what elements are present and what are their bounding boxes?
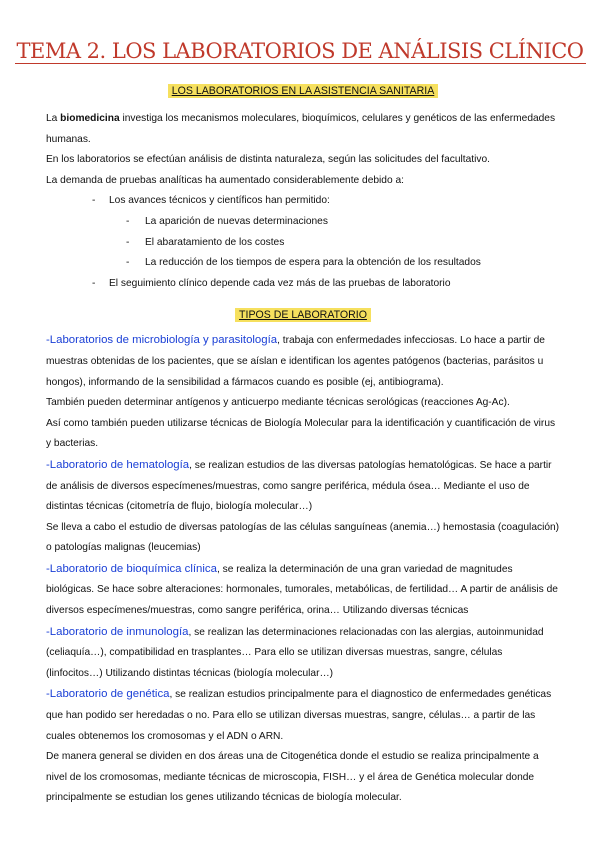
page-title <box>0 36 600 66</box>
list-item: - La reducción de los tiempos de espera para la obtención de los resultados <box>126 253 560 274</box>
lab-paragraph <box>46 330 560 393</box>
list-item: - El abaratamiento de los costes <box>126 233 560 254</box>
lab-paragraph <box>46 684 560 747</box>
lab-description: , se realiza la determinación de una gran variedad de magnitudes biológicas. Se hace sobre alteraciones: hormonales, tumorales, metabólicas, de fertilidad… A partir de análisis de diversos especímenes/muestras, como sangre periférica, orina… Utilizando diversas técnicas <box>46 563 558 617</box>
bullet-list <box>46 191 560 294</box>
list-item: - La aparición de nuevas determinaciones <box>126 212 560 233</box>
lab-name: -Laboratorios de microbiología y parasitología <box>46 334 278 347</box>
section-heading-tipos-text: TIPOS DE LABORATORIO <box>235 308 371 322</box>
bullet-avances: Los avances técnicos y científicos han permitido: <box>109 195 330 207</box>
lab-inmunologia <box>46 622 560 685</box>
lab-extra-paragraph: También pueden determinar antígenos y anticuerpo mediante técnicas serológicas (reacciones Ag-Ac). <box>46 397 510 409</box>
section-heading-tipos <box>46 304 560 327</box>
lab-paragraph <box>46 559 560 622</box>
lab-description: , trabaja con enfermedades infecciosas. Lo hace a partir de muestras obtenidas de los pacientes, que se aíslan e identifican los agentes patógenos (bacterias, parásitos u hongos), informando de la sensibilidad a fármacos cuando es posible (ej, antibiograma). <box>46 335 545 388</box>
lab-name: -Laboratorio de inmunología <box>46 625 189 638</box>
lab-hematologia <box>46 455 560 559</box>
lab-paragraph <box>46 622 560 685</box>
sub-bullet-list <box>109 212 560 274</box>
section-heading-asistencia-text: LOS LABORATORIOS EN LA ASISTENCIA SANITARIA <box>168 84 439 98</box>
paragraph-demanda: La demanda de pruebas analíticas ha aumentado considerablemente debido a: <box>46 174 404 186</box>
lab-name: -Laboratorio de hematología <box>46 458 190 471</box>
lab-description: , se realizan las determinaciones relacionadas con las alergias, autoinmunidad (celiaquía…), compatibilidad en trasplantes… Para ello se utilizan diversas muestras, sangre, células (linfocitos…) Utilizando distintas técnicas (biología molecular…) <box>46 626 544 679</box>
lab-paragraph <box>46 455 560 518</box>
section-heading-asistencia <box>46 80 560 103</box>
term-biomedicina: biomedicina <box>60 113 120 124</box>
paragraph-laboratorios: En los laboratorios se efectúan análisis de distinta naturaleza, según las solicitudes del facultativo. <box>46 154 490 166</box>
document-body <box>46 80 560 809</box>
lab-extra-paragraph: Así como también pueden utilizarse técnicas de Biología Molecular para la identificación y cuantificación de virus y bacterias. <box>46 417 556 450</box>
lab-name: -Laboratorio de genética <box>46 688 170 701</box>
lab-description: , se realizan estudios principalmente para el diagnostico de enfermedades genéticas que han podido ser heredadas o no. Para ello se utilizan diversas muestras, sangre, células… a partir de las cuales obtenemos los cromosomas y el ADN o ARN. <box>46 689 552 742</box>
lab-bioquimica <box>46 559 560 622</box>
lab-extra-paragraph: Se lleva a cabo el estudio de diversas patologías de las células sanguíneas (anemia…) hemostasia (coagulación) o patologías malignas (leucemias) <box>46 521 560 554</box>
lab-genetica <box>46 684 560 809</box>
lab-list <box>46 330 560 809</box>
list-item <box>92 191 560 273</box>
list-item: - El seguimiento clínico depende cada vez más de las pruebas de laboratorio <box>92 274 560 295</box>
paragraph-rest: investiga los mecanismos moleculares, bioquímicos, celulares y genéticos de las enfermedades humanas. <box>46 113 556 145</box>
lab-microbiologia <box>46 330 560 455</box>
lab-description: , se realizan estudios de las diversas patologías hematológicas. Se hace a partir de análisis de diversos especímenes/muestras, como sangre periférica, médula ósea… Mediante el uso de distintas técnicas (citometría de flujo, biología molecular…) <box>46 459 552 513</box>
paragraph-biomedicina <box>46 109 560 150</box>
page-title-text: TEMA 2. LOS LABORATORIOS DE ANÁLISIS CLÍNICO <box>16 39 584 63</box>
lab-extra-paragraph: De manera general se dividen en dos áreas una de Citogenética donde el estudio se realiza principalmente a nivel de los cromosomas, mediante técnicas de microscopia, FISH… y el área de Genética molecular donde principalmente se estudian los genes utilizando técnicas de biología molecular. <box>46 751 539 804</box>
lab-name: -Laboratorio de bioquímica clínica <box>46 562 217 575</box>
paragraph-prefix: La <box>46 113 61 124</box>
